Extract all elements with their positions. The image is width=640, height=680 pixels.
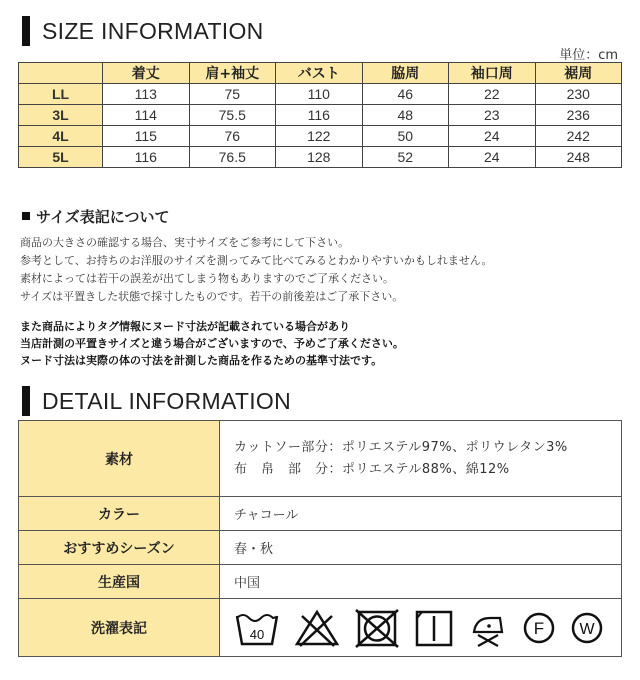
size-cell: 113 — [103, 84, 190, 105]
size-header-cell: 裾周 — [535, 63, 622, 84]
size-cell: 230 — [535, 84, 622, 105]
size-header-cell — [19, 63, 103, 84]
size-section-title: SIZE INFORMATION — [42, 17, 264, 44]
wetclean-letter: W — [579, 620, 595, 638]
wash-temp-text: 40 — [249, 626, 265, 642]
season-label: おすすめシーズン — [19, 531, 220, 565]
note-line: サイズは平置きした状態で採寸したものです。若干の前後差はご了承下さい。 — [20, 290, 404, 303]
size-table — [18, 62, 622, 168]
wash-40-icon — [234, 608, 280, 648]
note-line: 素材によっては若干の誤差が出てしまう物もありますのでご了承ください。 — [20, 272, 394, 285]
heading-bar — [22, 386, 30, 416]
size-notes-title-text: サイズ表記について — [36, 208, 170, 226]
size-cell: 50 — [362, 126, 449, 147]
detail-row-color — [19, 497, 622, 531]
size-cell: 24 — [449, 147, 536, 168]
heading-bar — [22, 16, 30, 46]
size-cell: 75 — [189, 84, 276, 105]
line-dry-icon — [414, 608, 454, 648]
care-value — [220, 599, 622, 657]
material-line: カットソー部分：ポリエステル97%、ポリウレタン3% — [234, 439, 568, 455]
size-cell: 110 — [276, 84, 363, 105]
size-cell: 122 — [276, 126, 363, 147]
size-cell: 48 — [362, 105, 449, 126]
table-row — [19, 147, 622, 168]
size-cell: 52 — [362, 147, 449, 168]
note-line-bold: また商品によりタグ情報にヌード寸法が記載されている場合があり — [20, 320, 350, 333]
dryclean-letter: F — [533, 618, 545, 638]
table-row — [19, 84, 622, 105]
detail-row-material — [19, 421, 622, 497]
color-value: チャコール — [220, 497, 622, 531]
size-cell: 114 — [103, 105, 190, 126]
size-table-header-row — [19, 63, 622, 84]
size-cell: 24 — [449, 126, 536, 147]
size-cell: 23 — [449, 105, 536, 126]
size-cell: 116 — [276, 105, 363, 126]
size-header-cell: 肩+袖丈 — [189, 63, 276, 84]
origin-value: 中国 — [220, 565, 622, 599]
size-cell: 248 — [535, 147, 622, 168]
note-line: 参考として、お持ちのお洋服のサイズを測ってみて比べてみるとわかりやすいかもしれません。 — [20, 254, 493, 267]
detail-row-season — [19, 531, 622, 565]
size-cell: 128 — [276, 147, 363, 168]
material-line: 布 帛 部 分：ポリエステル88%、綿12% — [234, 461, 510, 477]
detail-section-heading — [22, 386, 291, 416]
no-bleach-icon — [294, 608, 340, 648]
detail-table — [18, 420, 622, 657]
material-value — [220, 421, 622, 497]
size-section-heading — [22, 16, 264, 46]
note-line-bold: ヌード寸法は実際の体の寸法を計測した商品を作るための基準寸法です。 — [20, 354, 383, 367]
size-header-cell: 脇周 — [362, 63, 449, 84]
size-label: 5L — [19, 147, 103, 168]
size-cell: 242 — [535, 126, 622, 147]
note-line-bold: 当店計測の平置きサイズと違う場合がございますので、予めご了承ください。 — [20, 337, 404, 350]
no-tumble-dry-icon — [354, 608, 400, 648]
color-label: カラー — [19, 497, 220, 531]
size-cell: 115 — [103, 126, 190, 147]
detail-row-care — [19, 599, 622, 657]
care-icons — [234, 608, 621, 648]
size-header-cell: 袖口周 — [449, 63, 536, 84]
table-row — [19, 105, 622, 126]
size-cell: 76 — [189, 126, 276, 147]
size-label: 3L — [19, 105, 103, 126]
size-cell: 75.5 — [189, 105, 276, 126]
wet-clean-w-icon — [570, 611, 604, 645]
unit-label: 単位：cm — [559, 48, 618, 63]
size-cell: 116 — [103, 147, 190, 168]
detail-section-title: DETAIL INFORMATION — [42, 387, 292, 414]
size-cell: 46 — [362, 84, 449, 105]
care-label: 洗濯表記 — [19, 599, 220, 657]
note-line: 商品の大きさの確認する場合、実寸サイズをご参考にして下さい。 — [20, 236, 350, 249]
material-label: 素材 — [19, 421, 220, 497]
iron-low-icon — [468, 608, 508, 648]
size-header-cell: 着丈 — [103, 63, 190, 84]
size-cell: 76.5 — [189, 147, 276, 168]
table-row — [19, 126, 622, 147]
size-label: 4L — [19, 126, 103, 147]
detail-row-origin — [19, 565, 622, 599]
size-notes-title — [22, 206, 170, 227]
nude-size-notes — [20, 318, 404, 369]
origin-label: 生産国 — [19, 565, 220, 599]
season-value: 春・秋 — [220, 531, 622, 565]
size-header-cell: バスト — [276, 63, 363, 84]
size-notes — [20, 234, 493, 306]
bullet-square-icon — [22, 212, 30, 220]
size-cell: 236 — [535, 105, 622, 126]
dry-clean-f-icon — [522, 611, 556, 645]
size-label: LL — [19, 84, 103, 105]
size-cell: 22 — [449, 84, 536, 105]
